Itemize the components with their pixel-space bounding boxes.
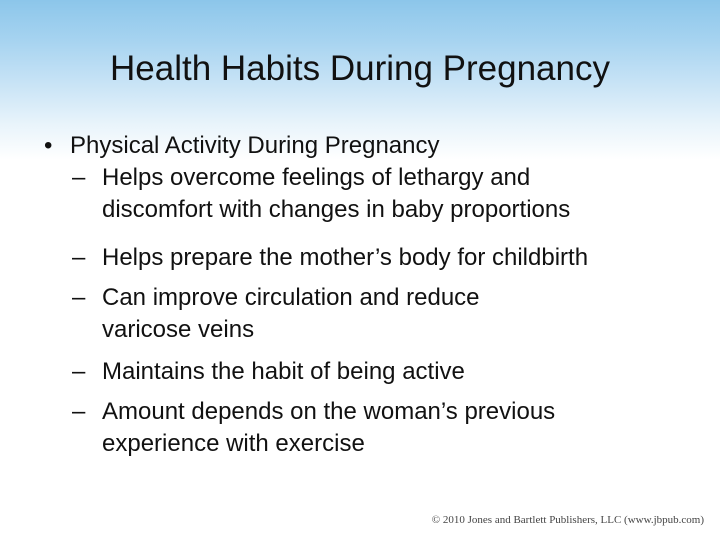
dash-marker: – <box>72 398 86 425</box>
sub-item-text: Helps overcome feelings of lethargy and <box>102 164 531 191</box>
bullet-text: Physical Activity During Pregnancy <box>70 132 440 159</box>
sub-item-line <box>72 356 692 388</box>
sub-item-line <box>72 162 692 194</box>
sub-item-line <box>72 396 692 428</box>
bullet-item <box>44 130 440 162</box>
sub-item-continuation: discomfort with changes in baby proportions <box>102 196 571 223</box>
sub-item-continuation: experience with exercise <box>102 430 365 457</box>
bullet-marker: • <box>44 132 53 159</box>
sub-item-circulation <box>72 282 692 346</box>
dash-marker: – <box>72 244 86 271</box>
sub-item-active <box>72 356 692 388</box>
dash-marker: – <box>72 358 86 385</box>
dash-marker: – <box>72 284 86 311</box>
dash-marker: – <box>72 164 86 191</box>
sub-item-line <box>72 282 692 314</box>
sub-item-text: Maintains the habit of being active <box>102 358 465 385</box>
sub-item-text: Helps prepare the mother’s body for childbirth <box>102 244 589 271</box>
sub-item-continuation: varicose veins <box>102 316 255 343</box>
slide-title: Health Habits During Pregnancy <box>110 49 610 88</box>
sub-item-text: Can improve circulation and reduce <box>102 284 480 311</box>
sub-item-childbirth <box>72 242 692 274</box>
sub-item-lethargy <box>72 162 692 226</box>
copyright-footer: © 2010 Jones and Bartlett Publishers, LLC (www.jbpub.com) <box>431 514 704 526</box>
sub-item-text: Amount depends on the woman’s previous <box>102 398 556 425</box>
sub-item-line <box>72 242 692 274</box>
sub-item-amount <box>72 396 692 460</box>
